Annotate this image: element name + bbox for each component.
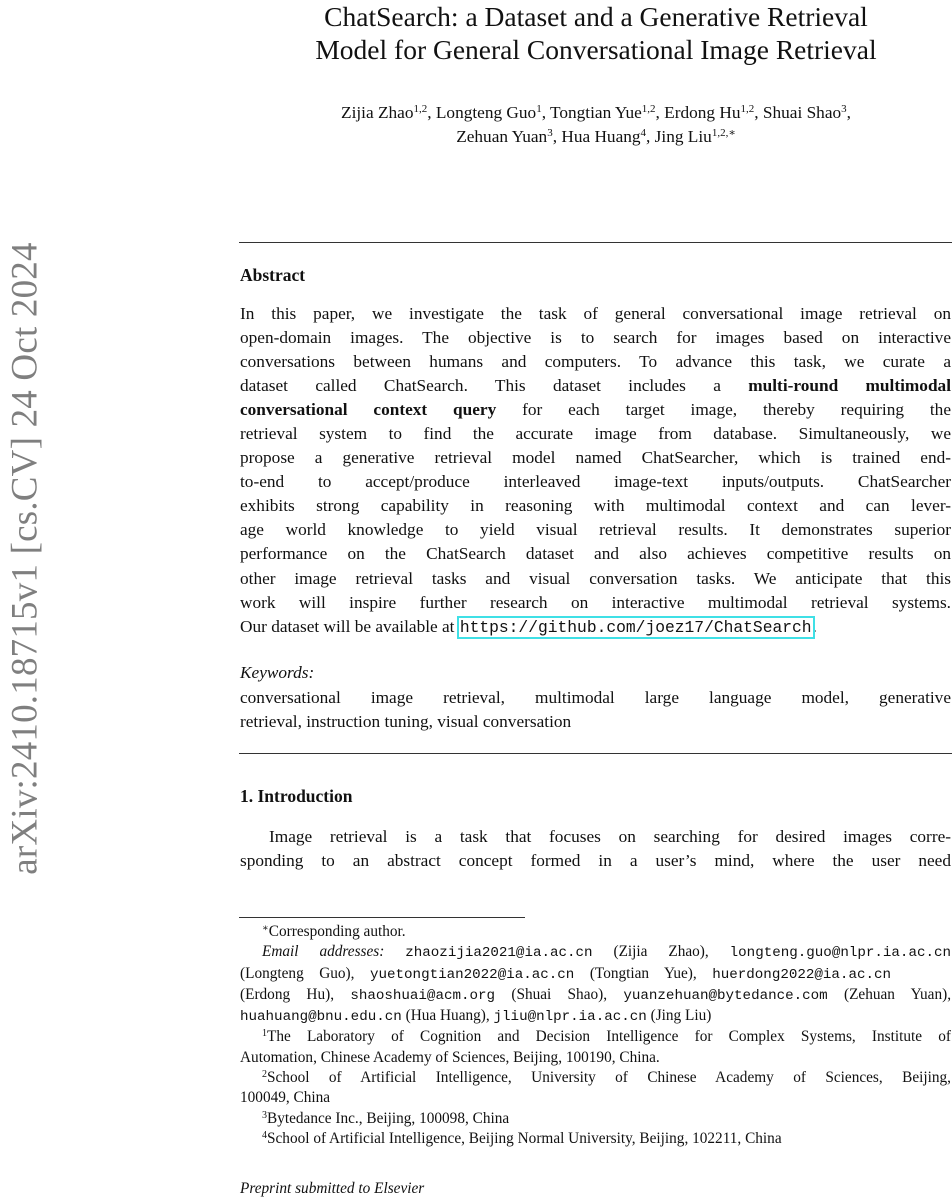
dataset-url-link[interactable]: https://github.com/joez17/ChatSearch: [459, 617, 812, 637]
author-separator: ,: [427, 103, 436, 122]
abstract-line: [240, 591, 951, 615]
abstract-text: other image retrieval tasks and visual conversation tasks. We anticipate that this: [240, 568, 951, 588]
affiliation-2-cont: 100049, China: [240, 1089, 331, 1107]
author-name: Zehuan Yuan: [456, 127, 548, 146]
affiliation-3: [240, 1109, 951, 1129]
email-address[interactable]: yuanzehuan@bytedance.com: [623, 987, 828, 1004]
abstract-text: .: [812, 616, 817, 636]
email-owner: (Erdong Hu): [240, 985, 331, 1003]
abstract-bold-text: multi-round multimodal: [748, 376, 951, 396]
keywords-label: Keywords:: [240, 663, 315, 682]
corresponding-author-note: [240, 922, 951, 942]
introduction-line: sponding to an abstract concept formed in a user’s mind, where the user need: [240, 851, 951, 871]
arxiv-identifier-stamp: [2, 178, 48, 938]
email-address[interactable]: longteng.guo@nlpr.ia.ac.cn: [729, 945, 952, 962]
abstract-line: [240, 446, 951, 470]
abstract-line: [240, 374, 951, 398]
abstract-line: [240, 542, 951, 566]
email-owner: (Hua Huang): [405, 1007, 486, 1025]
author-name: Zijia Zhao: [341, 103, 414, 122]
authors-line-2: [240, 125, 952, 149]
affiliation-1-cont: Automation, Chinese Academy of Sciences, Beijing, 100190, China.: [240, 1048, 660, 1066]
author-separator: ,: [846, 103, 851, 122]
affiliation-text: Bytedance Inc., Beijing, 100098, China: [267, 1109, 510, 1127]
affiliation-text: School of Artificial Intelligence, University of Chinese Academy of Sciences, Beijing,: [267, 1069, 951, 1087]
email-owner: (Zehuan Yuan): [843, 985, 948, 1003]
author-affiliation: 4: [640, 127, 647, 139]
affiliation-2: [240, 1068, 951, 1088]
introduction-line: Image retrieval is a task that focuses on searching for desired images corre-: [269, 827, 951, 846]
abstract-text: dataset called ChatSearch. This dataset includes a: [240, 376, 749, 396]
author-name: Erdong Hu: [664, 103, 741, 122]
abstract-line: [240, 567, 951, 591]
abstract-text: Our dataset will be available at: [240, 616, 459, 636]
email-owner: (Zijia Zhao): [613, 943, 705, 961]
introduction-body: [240, 825, 951, 873]
email-address[interactable]: huerdong2022@ia.ac.cn: [712, 966, 892, 983]
author-affiliation: 3: [547, 127, 553, 139]
author-separator: ,: [541, 103, 551, 122]
email-label: Email addresses:: [262, 943, 385, 961]
author-name: Jing Liu: [654, 127, 712, 146]
abstract-text: conversations between humans and computers. To advance this task, we curate a: [240, 352, 951, 372]
email-address[interactable]: jliu@nlpr.ia.ac.cn: [493, 1009, 647, 1026]
footnote-divider: [239, 917, 525, 918]
introduction-heading: 1. Introduction: [240, 786, 353, 806]
email-owner: (Jing Liu): [650, 1007, 712, 1025]
keywords-line: retrieval, instruction tuning, visual conversation: [240, 712, 572, 732]
author-separator: ,: [754, 103, 763, 122]
affiliation-text: School of Artificial Intelligence, Beijing Normal University, Beijing, 102211, China: [267, 1129, 782, 1147]
author-separator: ,: [552, 127, 562, 146]
abstract-line: [240, 470, 951, 494]
preprint-footer: Preprint submitted to Elsevier: [240, 1180, 425, 1197]
title-line-1: ChatSearch: a Dataset and a Generative Retrieval: [324, 1, 868, 32]
author-name: Hua Huang: [561, 127, 641, 146]
abstract-text: propose a generative retrieval model named ChatSearcher, which is trained end-: [240, 448, 951, 468]
author-affiliation: 3: [841, 103, 847, 115]
paper-title: [240, 0, 952, 66]
email-owner: (Shuai Shao): [511, 985, 604, 1003]
keywords-line: conversational image retrieval, multimodal large language model, generative: [240, 688, 951, 707]
abstract-line: [240, 615, 951, 640]
abstract-line: [240, 422, 951, 446]
affiliation-text: The Laboratory of Cognition and Decision Intelligence for Complex Systems, Institute of: [267, 1028, 951, 1046]
abstract-text: work will inspire further research on interactive multimodal retrieval systems.: [240, 592, 951, 612]
email-address[interactable]: huahuang@bnu.edu.cn: [240, 1009, 402, 1026]
author-list: [240, 101, 952, 149]
abstract-text: open-domain images. The objective is to search for images based on interactive: [240, 328, 951, 348]
abstract-line: [240, 494, 951, 518]
author-affiliation: 1: [536, 103, 542, 115]
abstract-line: [240, 518, 951, 542]
abstract-text: exhibits strong capability in reasoning with multimodal context and can lever-: [240, 496, 951, 516]
affiliation-number: 2: [262, 1069, 267, 1081]
author-affiliation: 1,2: [413, 103, 428, 115]
email-line: huahuang@bnu.edu.cn (Hua Huang), jliu@nlpr.ia.ac.cn (Jing Liu): [240, 1007, 712, 1026]
email-line: (Erdong Hu), shaoshuai@acm.org (Shuai Shao), yuanzehuan@bytedance.com (Zehuan Yuan),: [240, 985, 952, 1004]
abstract-text: to-end to accept/produce interleaved image-text inputs/outputs. ChatSearcher: [240, 472, 951, 492]
abstract-bold-text: conversational context query: [240, 400, 497, 420]
author-separator: ,: [646, 127, 655, 146]
author-affiliation: 1,2,∗: [711, 127, 736, 139]
author-name: Longteng Guo: [435, 103, 537, 122]
abstract-bottom-divider: [239, 753, 952, 754]
email-address[interactable]: zhaozijia2021@ia.ac.cn: [405, 945, 593, 962]
abstract-line: [240, 302, 951, 326]
email-owner: (Tongtian Yue): [589, 964, 693, 982]
author-name: Shuai Shao: [762, 103, 842, 122]
title-line-2: Model for General Conversational Image Retrieval: [315, 34, 877, 65]
abstract-line: [240, 326, 951, 350]
affiliation-number: 1: [262, 1028, 267, 1040]
abstract-text: performance on the ChatSearch dataset and also achieves competitive results on: [240, 544, 951, 564]
abstract-body: [240, 302, 951, 640]
affiliation-number: 3: [262, 1109, 267, 1121]
affiliation-4: [240, 1129, 951, 1149]
email-line: (Longteng Guo), yuetongtian2022@ia.ac.cn (Tongtian Yue), huerdong2022@ia.ac.cn: [240, 964, 892, 983]
abstract-text: for each target image, thereby requiring the: [496, 400, 951, 420]
footnote-text: Corresponding author.: [268, 923, 406, 940]
abstract-line: [240, 350, 951, 374]
email-address[interactable]: yuetongtian2022@ia.ac.cn: [369, 966, 575, 983]
author-affiliation: 1,2: [740, 103, 755, 115]
email-address[interactable]: shaoshuai@acm.org: [350, 987, 496, 1004]
author-separator: ,: [655, 103, 665, 122]
abstract-line: [240, 398, 951, 422]
footnote-mark: ∗: [262, 923, 269, 934]
abstract-top-divider: [239, 242, 952, 243]
arxiv-stamp-text: arXiv:2410.18715v1 [cs.CV] 24 Oct 2024: [4, 241, 46, 875]
abstract-text: retrieval system to find the accurate image from database. Simultaneously, we: [240, 424, 951, 444]
affiliation-number: 4: [262, 1129, 267, 1141]
author-affiliation: 1,2: [641, 103, 656, 115]
abstract-text: age world knowledge to yield visual retrieval results. It demonstrates superior: [240, 520, 951, 540]
email-owner: (Longteng Guo): [240, 964, 351, 982]
authors-line-1: [240, 101, 952, 125]
affiliation-1: [240, 1027, 951, 1047]
footnotes: [240, 922, 951, 1149]
keywords-list: [240, 686, 951, 734]
email-line: Email addresses: zhaozijia2021@ia.ac.cn (Zijia Zhao), longteng.guo@nlpr.ia.ac.cn: [262, 943, 952, 962]
abstract-text: In this paper, we investigate the task of general conversational image retrieval on: [240, 304, 951, 323]
author-name: Tongtian Yue: [550, 103, 642, 122]
abstract-heading: Abstract: [240, 265, 306, 285]
